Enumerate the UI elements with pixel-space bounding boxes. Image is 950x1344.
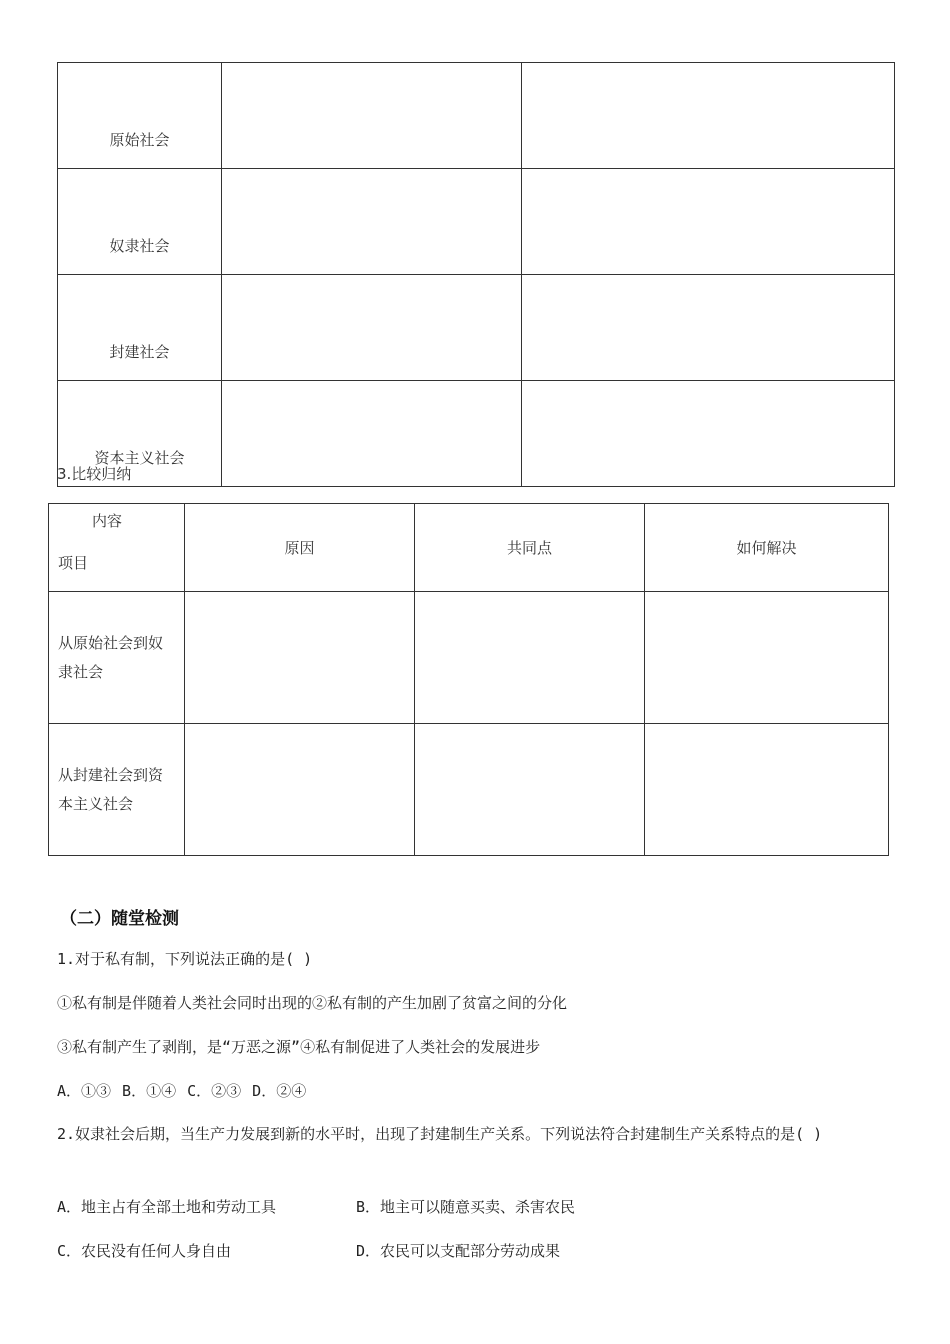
blank-cell[interactable] <box>645 724 889 856</box>
row-label: 从封建社会到资 本主义社会 <box>49 724 185 856</box>
blank-cell[interactable] <box>222 169 522 275</box>
row-label: 奴隶社会 <box>58 169 222 275</box>
table-row <box>49 592 889 724</box>
row-label: 封建社会 <box>58 275 222 381</box>
table-row <box>49 724 889 856</box>
blank-cell[interactable] <box>185 592 415 724</box>
table-row <box>58 63 895 169</box>
question-2-option-b: B．地主可以随意买卖、杀害农民 <box>356 1198 576 1216</box>
blank-cell[interactable] <box>222 63 522 169</box>
question-2-option-a: A．地主占有全部土地和劳动工具 <box>57 1198 277 1216</box>
question-2-stem: 2.奴隶社会后期，当生产力发展到新的水平时，出现了封建制生产关系。下列说法符合封建制生产关系特点的是( ) <box>57 1125 823 1143</box>
corner-cell <box>49 504 185 592</box>
corner-top-label: 内容 <box>92 512 123 530</box>
blank-cell[interactable] <box>645 592 889 724</box>
blank-cell[interactable] <box>522 63 895 169</box>
question-1-options: A．①③ B．①④ C．②③ D．②④ <box>57 1082 307 1100</box>
row-label: 从原始社会到奴 隶社会 <box>49 592 185 724</box>
blank-cell[interactable] <box>522 169 895 275</box>
blank-cell[interactable] <box>222 275 522 381</box>
corner-bottom-label: 项目 <box>58 554 89 572</box>
blank-cell[interactable] <box>222 381 522 487</box>
blank-cell[interactable] <box>415 724 645 856</box>
row-label: 原始社会 <box>58 63 222 169</box>
column-header: 共同点 <box>415 504 645 592</box>
blank-cell[interactable] <box>522 381 895 487</box>
table-row <box>58 381 895 487</box>
question-1-stem: 1.对于私有制，下列说法正确的是( ) <box>57 950 313 968</box>
table-header-row <box>49 504 889 592</box>
question-1-statement-line-1: ①私有制是伴随着人类社会同时出现的②私有制的产生加剧了贫富之间的分化 <box>57 994 568 1012</box>
section-label: 3.比较归纳 <box>57 465 132 483</box>
blank-cell[interactable] <box>522 275 895 381</box>
blank-cell[interactable] <box>415 592 645 724</box>
quiz-title: （二）随堂检测 <box>60 909 179 929</box>
society-table <box>57 62 895 487</box>
table-row <box>58 169 895 275</box>
column-header: 原因 <box>185 504 415 592</box>
table-row <box>58 275 895 381</box>
question-2-option-c: C．农民没有任何人身自由 <box>57 1242 232 1260</box>
column-header: 如何解决 <box>645 504 889 592</box>
question-2-option-d: D．农民可以支配部分劳动成果 <box>356 1242 561 1260</box>
blank-cell[interactable] <box>185 724 415 856</box>
row-label: 资本主义社会 <box>58 381 222 487</box>
question-1-statement-line-2: ③私有制产生了剥削，是“万恶之源”④私有制促进了人类社会的发展进步 <box>57 1038 541 1056</box>
comparison-table <box>48 503 889 856</box>
